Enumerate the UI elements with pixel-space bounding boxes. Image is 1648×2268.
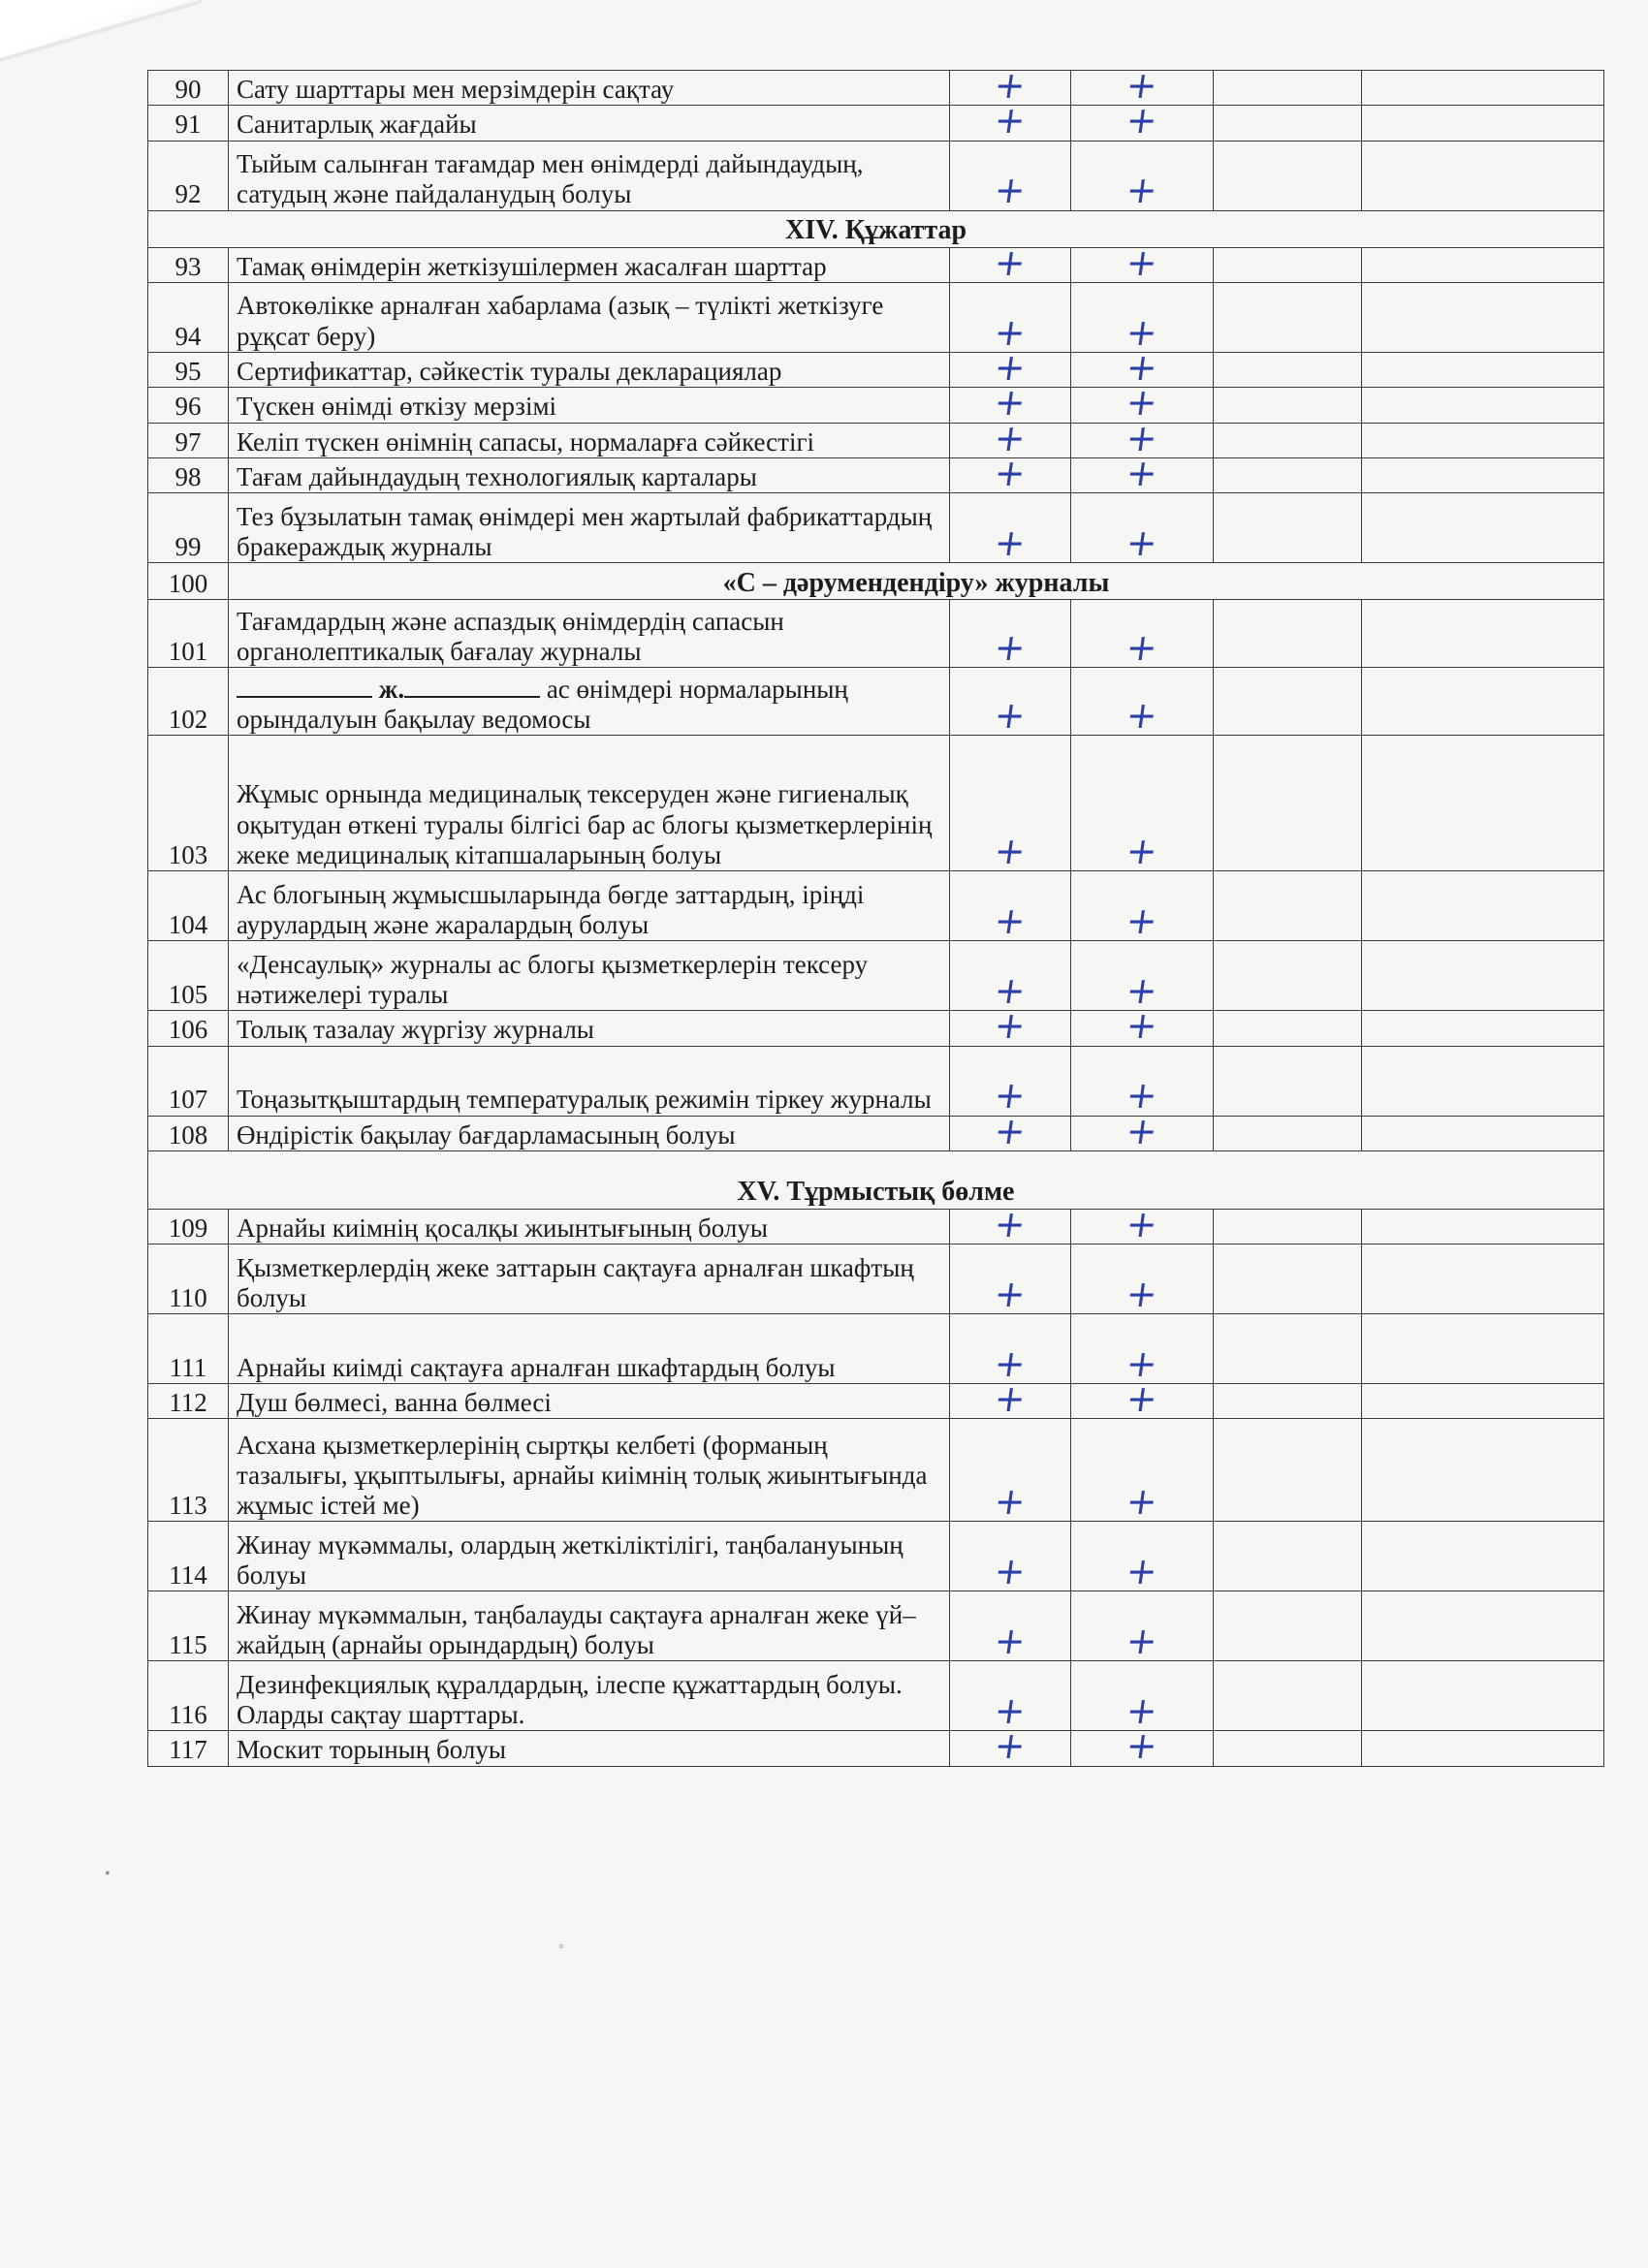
- handwritten-plus-mark: +: [1123, 1109, 1161, 1152]
- table-row: [148, 1116, 1604, 1150]
- table-row: [148, 388, 1604, 423]
- mark-cell-2: [1071, 282, 1214, 352]
- mark-cell-2: [1071, 1202, 1214, 1245]
- mark-cell-2: [1071, 1004, 1214, 1048]
- item-number: 91: [148, 106, 229, 141]
- handwritten-plus-mark: +: [991, 64, 1030, 107]
- item-text: Тағамдардың және аспаздық өнімдердің сапасын органолептикалық бағалау журналы: [229, 600, 950, 668]
- handwritten-plus-mark: +: [1123, 1480, 1161, 1524]
- handwritten-plus-mark: +: [991, 968, 1030, 1012]
- mark-cell-1: [950, 1314, 1071, 1384]
- handwritten-plus-mark: +: [991, 1272, 1030, 1315]
- item-text: Автокөлікке арналған хабарлама (азық – түлікті жеткізуге рұқсат беру): [229, 282, 950, 352]
- item-text: Тоңазытқыштардың температуралық режимін тіркеу журналы: [229, 1046, 950, 1116]
- empty-cell: [1362, 1244, 1604, 1314]
- mark-cell-1: [950, 451, 1071, 494]
- empty-cell: [1214, 71, 1362, 106]
- table-row: [148, 1384, 1604, 1419]
- empty-cell: [1362, 1419, 1604, 1522]
- handwritten-plus-mark: +: [991, 1620, 1030, 1663]
- empty-cell: [1214, 871, 1362, 941]
- table-row: [148, 457, 1604, 492]
- item-text: Сертификаттар, сәйкестік туралы декларациялар: [229, 352, 950, 387]
- item-number: 100: [148, 563, 229, 600]
- mark-cell-1: [950, 1202, 1071, 1245]
- mark-cell-1: [950, 941, 1071, 1011]
- handwritten-plus-mark: +: [991, 1202, 1030, 1245]
- item-text: Арнайы киімнің қосалқы жиынтығының болуы: [229, 1209, 950, 1244]
- handwritten-plus-mark: +: [1123, 99, 1161, 142]
- mark-cell-1: [950, 1724, 1071, 1768]
- empty-cell: [1214, 1384, 1362, 1419]
- handwritten-plus-mark: +: [991, 1480, 1030, 1524]
- empty-cell: [1362, 1661, 1604, 1731]
- table-row: [148, 141, 1604, 210]
- mark-cell-2: [1071, 941, 1214, 1011]
- mark-cell-2: [1071, 1377, 1214, 1421]
- table-row: [148, 1419, 1604, 1522]
- handwritten-plus-mark: +: [1123, 1620, 1161, 1663]
- handwritten-plus-mark: +: [991, 99, 1030, 142]
- empty-cell: [1214, 1314, 1362, 1384]
- handwritten-plus-mark: +: [991, 310, 1030, 354]
- table-row: [148, 1011, 1604, 1046]
- mark-cell-2: [1071, 1661, 1214, 1731]
- item-number: 116: [148, 1661, 229, 1731]
- item-number: 94: [148, 282, 229, 352]
- empty-cell: [1214, 1731, 1362, 1766]
- empty-cell: [1362, 1011, 1604, 1046]
- handwritten-plus-mark: +: [991, 1550, 1030, 1593]
- item-text: Түскен өнімді өткізу мерзімі: [229, 388, 950, 423]
- journal-heading: «С – дәрумендендіру» журналы: [229, 563, 1604, 600]
- handwritten-plus-mark: +: [1123, 1272, 1161, 1315]
- mark-cell-1: [950, 1522, 1071, 1591]
- handwritten-plus-mark: +: [991, 1109, 1030, 1152]
- item-number: 106: [148, 1011, 229, 1046]
- table-row: [148, 1591, 1604, 1661]
- table-row: [148, 106, 1604, 141]
- handwritten-plus-mark: +: [1123, 1341, 1161, 1385]
- item-number: 109: [148, 1209, 229, 1244]
- empty-cell: [1214, 736, 1362, 871]
- handwritten-plus-mark: +: [1123, 625, 1161, 669]
- mark-cell-2: [1071, 1419, 1214, 1522]
- mark-cell-1: [950, 1377, 1071, 1421]
- empty-cell: [1214, 106, 1362, 141]
- mark-cell-1: [950, 141, 1071, 210]
- mark-cell-1: [950, 736, 1071, 871]
- table-row: [148, 871, 1604, 941]
- item-number: 112: [148, 1384, 229, 1419]
- item-text: Тыйым салынған тағамдар мен өнімдерді дайындаудың, сатудың және пайдаланудың болуы: [229, 141, 950, 210]
- year-abbrev: ж.: [378, 674, 405, 704]
- table-row: [148, 736, 1604, 871]
- item-text: Арнайы киімді сақтауға арналған шкафтардың болуы: [229, 1314, 950, 1384]
- empty-cell: [1362, 600, 1604, 668]
- handwritten-plus-mark: +: [1123, 968, 1161, 1012]
- item-number: 115: [148, 1591, 229, 1661]
- item-number: 96: [148, 388, 229, 423]
- empty-cell: [1214, 1011, 1362, 1046]
- item-number: 101: [148, 600, 229, 668]
- handwritten-plus-mark: +: [1123, 1724, 1161, 1768]
- table-row: [148, 1209, 1604, 1244]
- mark-cell-2: [1071, 871, 1214, 941]
- handwritten-plus-mark: +: [1123, 169, 1161, 212]
- mark-cell-1: [950, 282, 1071, 352]
- empty-cell: [1214, 1116, 1362, 1150]
- empty-cell: [1214, 1046, 1362, 1116]
- empty-cell: [1362, 141, 1604, 210]
- item-text: Қызметкерлердің жеке заттарын сақтауға арналған шкафтың болуы: [229, 1244, 950, 1314]
- checklist-body: [148, 64, 1604, 1768]
- empty-cell: [1362, 71, 1604, 106]
- empty-cell: [1362, 1591, 1604, 1661]
- handwritten-plus-mark: +: [1123, 345, 1161, 389]
- item-text: Тамақ өнімдерін жеткізушілермен жасалған шарттар: [229, 247, 950, 282]
- empty-cell: [1362, 941, 1604, 1011]
- mark-cell-1: [950, 1591, 1071, 1661]
- handwritten-plus-mark: +: [1123, 898, 1161, 942]
- handwritten-plus-mark: +: [1123, 1074, 1161, 1118]
- empty-cell: [1362, 457, 1604, 492]
- handwritten-plus-mark: +: [1123, 693, 1161, 737]
- item-number: 92: [148, 141, 229, 210]
- mark-cell-1: [950, 1004, 1071, 1048]
- table-row: [148, 71, 1604, 106]
- empty-cell: [1362, 282, 1604, 352]
- handwritten-plus-mark: +: [1123, 381, 1161, 425]
- mark-cell-1: [950, 493, 1071, 563]
- empty-cell: [1214, 457, 1362, 492]
- table-row: [148, 1314, 1604, 1384]
- item-text: Келіп түскен өнімнің сапасы, нормаларға сәйкестігі: [229, 423, 950, 457]
- item-number: 97: [148, 423, 229, 457]
- handwritten-plus-mark: +: [991, 693, 1030, 737]
- empty-cell: [1214, 493, 1362, 563]
- handwritten-plus-mark: +: [991, 451, 1030, 494]
- mark-cell-2: [1071, 1522, 1214, 1591]
- handwritten-plus-mark: +: [1123, 520, 1161, 564]
- table-row: [148, 352, 1604, 387]
- handwritten-plus-mark: +: [1123, 829, 1161, 872]
- empty-cell: [1214, 1209, 1362, 1244]
- table-row: [148, 941, 1604, 1011]
- handwritten-plus-mark: +: [991, 1724, 1030, 1768]
- item-number: 95: [148, 352, 229, 387]
- table-row: [148, 1244, 1604, 1314]
- empty-cell: [1362, 1731, 1604, 1766]
- item-text: Жинау мүкәммалы, олардың жеткіліктілігі, таңбалануының болуы: [229, 1522, 950, 1591]
- empty-cell: [1362, 1314, 1604, 1384]
- table-row: [148, 600, 1604, 668]
- handwritten-plus-mark: +: [1123, 1377, 1161, 1421]
- blank-line: [237, 675, 372, 698]
- item-number: 108: [148, 1116, 229, 1150]
- handwritten-plus-mark: +: [991, 1004, 1030, 1048]
- mark-cell-2: [1071, 1244, 1214, 1314]
- mark-cell-2: [1071, 141, 1214, 210]
- empty-cell: [1362, 1522, 1604, 1591]
- empty-cell: [1214, 423, 1362, 457]
- empty-cell: [1362, 1116, 1604, 1150]
- item-text: Жинау мүкәммалын, таңбалауды сақтауға арналған жеке үй–жайдың (арнайы орындардың) болуы: [229, 1591, 950, 1661]
- empty-cell: [1214, 247, 1362, 282]
- mark-cell-1: [950, 600, 1071, 668]
- item-number: 105: [148, 941, 229, 1011]
- table-row: [148, 1661, 1604, 1731]
- item-text: Асхана қызметкерлерінің сыртқы келбеті (форманың тазалығы, ұқыптылығы, арнайы киімнің толық жиынтығында жұмыс істей ме): [229, 1419, 950, 1522]
- section-heading-documents: XIV. Құжаттар: [148, 210, 1604, 247]
- item-number: 110: [148, 1244, 229, 1314]
- empty-cell: [1214, 1591, 1362, 1661]
- table-row: [148, 668, 1604, 736]
- mark-cell-1: [950, 1046, 1071, 1116]
- item-number: 98: [148, 457, 229, 492]
- handwritten-plus-mark: +: [991, 169, 1030, 212]
- empty-cell: [1362, 668, 1604, 736]
- mark-cell-1: [950, 240, 1071, 284]
- item-number: 103: [148, 736, 229, 871]
- empty-cell: [1362, 352, 1604, 387]
- item-text-part: ас өнімдері нормаларының: [540, 674, 848, 704]
- empty-cell: [1214, 668, 1362, 736]
- handwritten-plus-mark: +: [1123, 416, 1161, 459]
- page-fold: [0, 0, 199, 58]
- empty-cell: [1214, 352, 1362, 387]
- handwritten-plus-mark: +: [1123, 64, 1161, 107]
- empty-cell: [1362, 871, 1604, 941]
- handwritten-plus-mark: +: [991, 898, 1030, 942]
- empty-cell: [1362, 1046, 1604, 1116]
- blank-line: [404, 675, 540, 698]
- table-row: [148, 1046, 1604, 1116]
- handwritten-plus-mark: +: [991, 1377, 1030, 1421]
- mark-cell-1: [950, 871, 1071, 941]
- empty-cell: [1214, 941, 1362, 1011]
- mark-cell-2: [1071, 493, 1214, 563]
- scan-speck: ◦: [558, 1938, 564, 1955]
- item-text: Өндірістік бақылау бағдарламасының болуы: [229, 1116, 950, 1150]
- handwritten-plus-mark: +: [1123, 451, 1161, 494]
- item-number: 99: [148, 493, 229, 563]
- empty-cell: [1214, 388, 1362, 423]
- item-number: 114: [148, 1522, 229, 1591]
- empty-cell: [1214, 1419, 1362, 1522]
- item-text: Тағам дайындаудың технологиялық карталары: [229, 457, 950, 492]
- handwritten-plus-mark: +: [1123, 1550, 1161, 1593]
- item-number: 90: [148, 71, 229, 106]
- item-number: 113: [148, 1419, 229, 1522]
- empty-cell: [1214, 282, 1362, 352]
- mark-cell-1: [950, 1109, 1071, 1152]
- mark-cell-1: [950, 1661, 1071, 1731]
- empty-cell: [1362, 1209, 1604, 1244]
- checklist-table: [147, 64, 1604, 1768]
- table-row: [148, 247, 1604, 282]
- table-row: [148, 493, 1604, 563]
- item-number: 102: [148, 668, 229, 736]
- handwritten-plus-mark: +: [991, 1689, 1030, 1733]
- handwritten-plus-mark: +: [991, 240, 1030, 284]
- handwritten-plus-mark: +: [991, 1341, 1030, 1385]
- mark-cell-2: [1071, 736, 1214, 871]
- handwritten-plus-mark: +: [991, 625, 1030, 669]
- handwritten-plus-mark: +: [991, 520, 1030, 564]
- empty-cell: [1214, 141, 1362, 210]
- empty-cell: [1362, 247, 1604, 282]
- mark-cell-2: [1071, 668, 1214, 736]
- mark-cell-2: [1071, 1314, 1214, 1384]
- item-number: 107: [148, 1046, 229, 1116]
- handwritten-plus-mark: +: [1123, 310, 1161, 354]
- item-text: Толық тазалау жүргізу журналы: [229, 1011, 950, 1046]
- handwritten-plus-mark: +: [991, 1074, 1030, 1118]
- empty-cell: [1362, 493, 1604, 563]
- empty-cell: [1362, 423, 1604, 457]
- mark-cell-2: [1071, 451, 1214, 494]
- table-row: [148, 1731, 1604, 1766]
- item-text: Москит торының болуы: [229, 1731, 950, 1766]
- item-number: 117: [148, 1731, 229, 1766]
- item-text: «Денсаулық» журналы ас блогы қызметкерлерін тексеру нәтижелері туралы: [229, 941, 950, 1011]
- mark-cell-2: [1071, 99, 1214, 142]
- item-number: 111: [148, 1314, 229, 1384]
- scan-speck: •: [105, 1866, 111, 1882]
- item-number: 104: [148, 871, 229, 941]
- table-row: [148, 423, 1604, 457]
- handwritten-plus-mark: +: [1123, 240, 1161, 284]
- item-text: Сату шарттары мен мерзімдерін сақтау: [229, 71, 950, 106]
- mark-cell-1: [950, 668, 1071, 736]
- table-row: [148, 282, 1604, 352]
- empty-cell: [1214, 1522, 1362, 1591]
- mark-cell-2: [1071, 1046, 1214, 1116]
- item-text: Душ бөлмесі, ванна бөлмесі: [229, 1384, 950, 1419]
- empty-cell: [1362, 1384, 1604, 1419]
- item-text: [229, 668, 950, 736]
- empty-cell: [1362, 106, 1604, 141]
- table-row: [148, 563, 1604, 600]
- handwritten-plus-mark: +: [991, 381, 1030, 425]
- item-number: 93: [148, 247, 229, 282]
- item-text: Ас блогының жұмысшыларында бөгде заттардың, іріңді аурулардың және жаралардың болуы: [229, 871, 950, 941]
- empty-cell: [1214, 1661, 1362, 1731]
- table-row: [148, 1522, 1604, 1591]
- section-heading-household-room: XV. Тұрмыстық бөлме: [148, 1150, 1604, 1209]
- mark-cell-1: [950, 99, 1071, 142]
- item-text-part: орындалуын бақылау ведомосы: [237, 704, 591, 734]
- handwritten-plus-mark: +: [991, 829, 1030, 872]
- empty-cell: [1214, 1244, 1362, 1314]
- empty-cell: [1362, 736, 1604, 871]
- handwritten-plus-mark: +: [991, 416, 1030, 459]
- item-text: Санитарлық жағдайы: [229, 106, 950, 141]
- mark-cell-1: [950, 1419, 1071, 1522]
- mark-cell-2: [1071, 600, 1214, 668]
- handwritten-plus-mark: +: [1123, 1689, 1161, 1733]
- handwritten-plus-mark: +: [1123, 1202, 1161, 1245]
- mark-cell-2: [1071, 240, 1214, 284]
- section-row: [148, 210, 1604, 247]
- mark-cell-1: [950, 1244, 1071, 1314]
- empty-cell: [1214, 600, 1362, 668]
- item-text: Жұмыс орнында медициналық тексеруден және гигиеналық оқытудан өткені туралы білгісі бар ас блогы қызметкерлерінің жеке медициналық кітапшаларының болуы: [229, 736, 950, 871]
- mark-cell-2: [1071, 1724, 1214, 1768]
- section-row: [148, 1150, 1604, 1209]
- empty-cell: [1362, 388, 1604, 423]
- handwritten-plus-mark: +: [991, 345, 1030, 389]
- mark-cell-2: [1071, 1109, 1214, 1152]
- handwritten-plus-mark: +: [1123, 1004, 1161, 1048]
- mark-cell-2: [1071, 1591, 1214, 1661]
- item-text: Дезинфекциялық құралдардың, ілеспе құжаттардың болуы. Оларды сақтау шарттары.: [229, 1661, 950, 1731]
- item-text: Тез бұзылатын тамақ өнімдері мен жартылай фабрикаттардың бракераждық журналы: [229, 493, 950, 563]
